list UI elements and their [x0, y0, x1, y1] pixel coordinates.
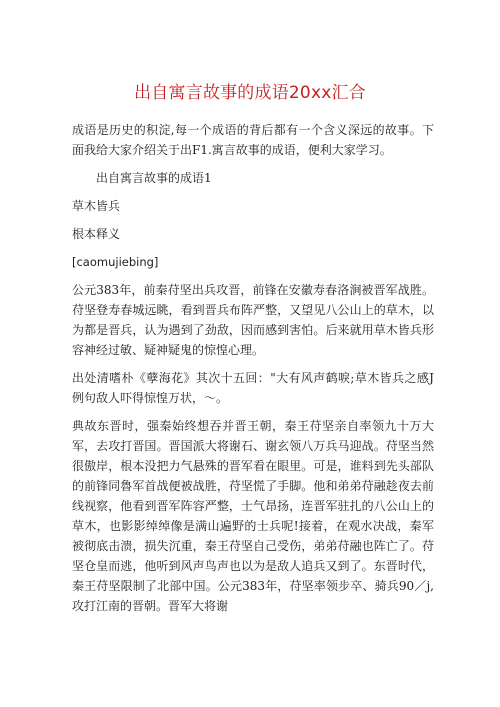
section-heading: 出自寓言故事的成语1	[96, 171, 212, 185]
intro-paragraph: 成语是历史的积淀,每一个成语的背后都有一个含义深远的故事。下面我给大家介绍关于出F1.寓言故事的成语，便利大家学习。	[72, 123, 434, 157]
story-paragraph-2: 典故东晋时，强秦始终想吞并晋王朝，秦王苻坚亲自率领九十万大军，去攻打晋国。晋国派大将谢石、谢玄领八万兵马迎战。苻坚当然很傲岸，根本没把力气悬殊的晋军看在眼里。可是，谁料到先头部队的前锋同魯军首战便被战胜，苻坚慌了手脚。他和弟弟苻融趁夜去前线视察，他看到晋军阵容严整，士气昂扬，连晋军驻扎的八公山上的草木，也影影绰绰像是满山遍野的士兵呢!接着，在观水决战，秦军被彻底击溃，损失沉重，秦王苻坚自己受伤，弟弟苻融也阵亡了。苻坚仓皇而逃，他听到风声鸟声也以为是敌人追兵又到了。东晋时代，秦王苻坚限制了北部中国。公元383年，苻坚率领步卒、骑兵90／j,攻打江南的晋朝。晋军大将谢	[72, 419, 434, 613]
idiom-title: 草木皆兵	[72, 199, 121, 213]
document-body	[72, 120, 434, 624]
document-title: 出自寓言故事的成语20xx汇合	[134, 83, 366, 103]
basic-meaning-label: 根本释义	[72, 227, 121, 241]
story-paragraph-1: 公元383年，前秦苻坚出兵攻晋，前锋在安徽寿春洛涧被晋军战胜。苻坚登寿春城远眺，看到晋兵布阵严整，又望见八公山上的草木，以为都是晋兵，认为遇到了劲敌，因而感到害怕。后来就用草木皆兵形容神经过敏、疑神疑鬼的惊惶心理。	[72, 283, 434, 357]
pinyin-text: [caomujiebing]	[72, 255, 159, 269]
source-paragraph: 出处清嗜朴《孽海花》其次十五回："大有风声鹤唳;草木皆兵之感J例句敌人吓得惊惶万状，～。	[72, 371, 434, 405]
